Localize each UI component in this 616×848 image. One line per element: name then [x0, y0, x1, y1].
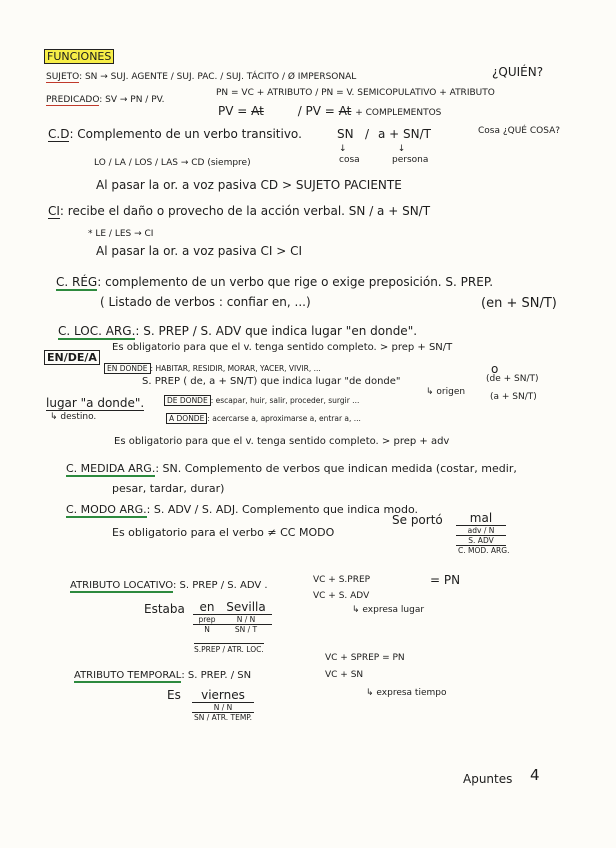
ci-pronouns: * LE / LES → CI	[88, 229, 154, 239]
sujeto-label: SUJETO	[46, 72, 80, 82]
pv-a-struck: At	[251, 104, 264, 118]
cloc-label: C. LOC. ARG.	[58, 324, 136, 338]
atrtemp-vc2: VC + SN	[325, 670, 364, 680]
predicado-pn: PN = VC + ATRIBUTO / PN = V. SEMICOPULATIVO + ATRIBUTO	[216, 88, 495, 98]
cd-label: C.D	[48, 127, 70, 141]
cmedida-text: : SN. Complemento de verbos que indican medida (costar, medir,	[155, 462, 517, 475]
atrloc-eq: = PN	[430, 573, 461, 587]
cd-cosa: ↓ cosa	[339, 144, 360, 165]
predicado-line	[46, 95, 164, 106]
creg-line	[56, 275, 493, 289]
cloc-de-snt: (de + SN/T)	[486, 374, 539, 384]
atrloc-en: en	[193, 600, 221, 615]
atrloc-example: Estaba	[144, 602, 185, 616]
atrtemp-label: ATRIBUTO TEMPORAL	[74, 670, 182, 681]
atrtemp-text: : S. PREP. / SN	[181, 670, 252, 681]
cd-cosa-text: cosa	[339, 155, 360, 165]
title-box	[44, 49, 114, 64]
cloc-a-donde-verbs: : acercarse a, aproximarse a, entrar a, ...	[207, 414, 361, 423]
footer-page-number: 4	[530, 766, 540, 784]
cloc-en-donde-line	[104, 364, 321, 373]
atrtemp-n: N / N	[192, 703, 254, 713]
cd-a-snt: a + SN/T	[378, 127, 432, 141]
ci-label: CI	[48, 204, 60, 218]
cmodo-line	[66, 503, 418, 517]
cd-sn: SN	[337, 127, 354, 141]
cloc-lugar-a-donde-text: lugar "a donde".	[46, 396, 145, 410]
cmedida-line	[66, 462, 517, 476]
cloc-o: o	[491, 362, 499, 376]
atrtemp-viernes: viernes	[192, 688, 254, 703]
cloc-text: : S. PREP / S. ADV que indica lugar "en donde".	[135, 324, 418, 338]
cd-persona-text: persona	[392, 155, 429, 165]
cloc-side: EN/DE/A	[44, 350, 100, 365]
creg-text: : complemento de un verbo que rige o exige preposición. S. PREP.	[97, 275, 494, 289]
cmodo-l2: S. ADV	[456, 536, 506, 546]
pv-b: / PV =	[297, 104, 335, 118]
sujeto-text: : SN → SUJ. AGENTE / SUJ. PAC. / SUJ. TÁCITO / Ø IMPERSONAL	[79, 72, 357, 82]
cloc-en-snt: (en + SN/T)	[481, 296, 557, 311]
atrloc-en-analysis	[193, 600, 221, 634]
cloc-side-box	[44, 350, 100, 365]
sujeto-line	[46, 72, 356, 83]
atrtemp-example: Es	[167, 688, 181, 702]
cmodo-example: Se portó	[392, 513, 443, 527]
cmodo-word: mal	[456, 511, 506, 526]
atrloc-vc1: VC + S.PREP	[313, 575, 371, 585]
atrtemp-line	[74, 670, 251, 681]
cloc-sprep-de: S. PREP ( de, a + SN/T) que indica lugar "de donde"	[142, 376, 401, 387]
creg-listado: ( Listado de verbos : confiar en, ...)	[100, 295, 311, 309]
pv-b-struck: At	[338, 104, 352, 118]
cd-line	[48, 127, 302, 141]
atrloc-n: N	[204, 625, 210, 634]
cmodo-l3: C. MOD. ARG.	[458, 546, 510, 555]
atrtemp-vc1: VC + SPREP = PN	[325, 653, 405, 663]
cmodo-analysis	[456, 511, 510, 555]
cloc-a-donde-line	[166, 414, 361, 423]
atrloc-label: ATRIBUTO LOCATIVO	[70, 580, 173, 591]
atrtemp-expresa: ↳ expresa tiempo	[366, 688, 447, 698]
cloc-a-snt: (a + SN/T)	[490, 392, 537, 402]
cmodo-oblig: Es obligatorio para el verbo ≠ CC MODO	[112, 526, 335, 539]
atrloc-line	[70, 580, 268, 591]
ci-pasiva: Al pasar la or. a voz pasiva CI > CI	[96, 244, 303, 258]
cmodo-text: : S. ADV / S. ADJ. Complemento que indica modo.	[146, 503, 419, 516]
pv-c: + COMPLEMENTOS	[355, 108, 442, 118]
cloc-oblig: Es obligatorio para que el v. tenga sentido completo. > prep + SN/T	[112, 342, 453, 353]
atrloc-expresa: ↳ expresa lugar	[352, 605, 425, 615]
atrloc-nn: N / N	[220, 615, 272, 625]
ci-line	[48, 204, 430, 218]
cmedida-text2: pesar, tardar, durar)	[112, 482, 225, 495]
sujeto-question: ¿QUIÉN?	[492, 65, 544, 79]
atrloc-sevilla-analysis	[220, 600, 272, 634]
pv-a: PV =	[218, 104, 248, 118]
cd-pronouns: LO / LA / LOS / LAS → CD (siempre)	[94, 158, 251, 168]
footer-apuntes: Apuntes	[463, 772, 513, 786]
cd-pasiva: Al pasar la or. a voz pasiva CD > SUJETO PACIENTE	[96, 178, 402, 192]
cloc-line	[58, 324, 417, 338]
predicado-text: : SV → PN / PV.	[99, 95, 165, 105]
atrloc-sprep: S.PREP / ATR. LOC.	[194, 645, 264, 654]
cd-question: Cosa ¿QUÉ COSA?	[478, 126, 561, 136]
cloc-a-donde: A DONDE	[166, 413, 207, 424]
cd-persona: ↓ persona	[392, 144, 429, 165]
atrloc-sevilla: Sevilla	[220, 600, 272, 615]
predicado-pv-line	[218, 104, 441, 119]
atrloc-vc2: VC + S. ADV	[313, 591, 370, 601]
page-title: FUNCIONES	[44, 49, 114, 64]
cmodo-l1: adv / N	[456, 526, 506, 536]
ci-text: : recibe el daño o provecho de la acción verbal. SN / a + SN/T	[59, 204, 431, 218]
cd-text: : Complemento de un verbo transitivo.	[69, 127, 302, 141]
atrloc-text: : S. PREP / S. ADV .	[172, 580, 268, 591]
atrtemp-sn: SN / ATR. TEMP.	[194, 713, 253, 722]
cloc-oblig2: Es obligatorio para que el v. tenga sentido completo. > prep + adv	[114, 436, 450, 447]
atrloc-snt: SN / T	[234, 625, 258, 634]
cloc-de-donde: DE DONDE	[164, 395, 211, 406]
cloc-verbs: : HABITAR, RESIDIR, MORAR, YACER, VIVIR, ...	[150, 364, 321, 373]
creg-label: C. RÉG	[56, 275, 98, 289]
atrloc-prep: prep	[193, 615, 221, 625]
predicado-label: PREDICADO	[46, 95, 100, 105]
cd-sep: /	[365, 127, 370, 141]
cmodo-label: C. MODO ARG.	[66, 503, 147, 516]
cmedida-label: C. MEDIDA ARG.	[66, 462, 156, 475]
cloc-en-donde: EN DONDE	[104, 363, 151, 374]
cloc-de-donde-verbs: : escapar, huir, salir, proceder, surgir ...	[210, 396, 360, 405]
cloc-destino: ↳ destino.	[50, 412, 97, 422]
cloc-lugar-a-donde	[46, 396, 144, 410]
cloc-de-donde-line	[164, 396, 359, 405]
atrtemp-analysis	[192, 688, 254, 722]
cloc-origen: ↳ origen	[426, 387, 466, 397]
